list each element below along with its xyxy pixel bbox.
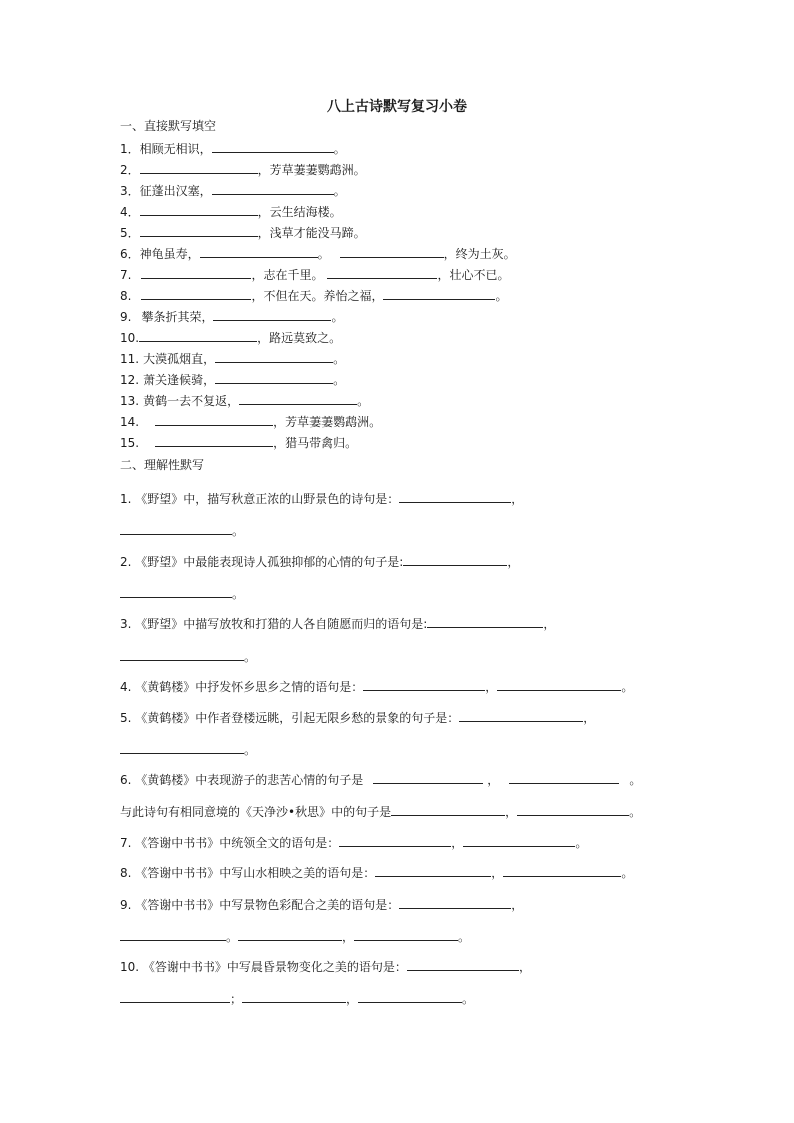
question-2: [120, 553, 519, 570]
fill-item-13: [120, 392, 369, 409]
punctuation: ，: [505, 805, 518, 819]
question-5: [120, 709, 595, 726]
item-number: 8.: [120, 289, 132, 303]
answer-blank[interactable]: [358, 990, 462, 1003]
item-text: ，云生结海楼。: [257, 205, 342, 219]
answer-blank[interactable]: [242, 990, 346, 1003]
section2-heading: 二、理解性默写: [120, 458, 205, 472]
punctuation: 。: [458, 930, 471, 944]
item-number: 7.: [120, 268, 132, 282]
question-text: 《野望》中最能表现诗人孤独抑郁的心情的句子是:: [135, 555, 404, 569]
punctuation: 。: [629, 805, 642, 819]
answer-blank[interactable]: [120, 990, 230, 1003]
fill-item-10: [120, 329, 341, 346]
punctuation: 。: [244, 743, 257, 757]
answer-blank[interactable]: [238, 928, 342, 941]
punctuation: ，: [346, 992, 359, 1006]
question-number: 9.: [120, 898, 132, 912]
item-number: 5．: [120, 226, 140, 240]
question-6-cont: [120, 803, 641, 820]
fill-item-6: [120, 245, 516, 262]
item-text: 。: [333, 373, 346, 387]
answer-blank[interactable]: [140, 203, 258, 216]
punctuation: ，: [518, 960, 531, 974]
punctuation: 。: [232, 587, 245, 601]
punctuation: 。: [232, 524, 245, 538]
answer-blank[interactable]: [120, 741, 244, 754]
question-number: 5.: [120, 711, 132, 725]
question-8: [120, 864, 633, 881]
answer-blank[interactable]: [427, 615, 543, 628]
answer-blank[interactable]: [141, 287, 251, 300]
question-number: 1.: [120, 492, 132, 506]
item-number: 3．: [120, 184, 140, 198]
item-number: 2．: [120, 163, 140, 177]
answer-blank[interactable]: [407, 958, 519, 971]
answer-blank[interactable]: [212, 140, 334, 153]
punctuation: ，: [487, 773, 500, 787]
question-number: 4.: [120, 680, 132, 694]
answer-blank[interactable]: [517, 803, 629, 816]
answer-blank[interactable]: [215, 350, 333, 363]
answer-blank[interactable]: [403, 553, 507, 566]
item-text: 大漠孤烟直，: [143, 352, 216, 366]
question-4: [120, 678, 633, 695]
question-6: [120, 771, 641, 788]
punctuation: 。: [629, 773, 642, 787]
item-text: 。: [357, 394, 370, 408]
punctuation: 。: [575, 836, 588, 850]
fill-item-7: [120, 266, 509, 283]
fill-item-11: [120, 350, 345, 367]
fill-item-5: [120, 224, 366, 241]
answer-blank[interactable]: [120, 928, 226, 941]
answer-blank[interactable]: [399, 896, 511, 909]
fill-item-9: [120, 308, 343, 325]
answer-blank[interactable]: [155, 413, 273, 426]
punctuation: ，: [342, 930, 355, 944]
punctuation: ；: [230, 992, 243, 1006]
item-text: 神龟虽寿，: [139, 247, 200, 261]
answer-blank[interactable]: [459, 709, 583, 722]
answer-blank[interactable]: [141, 266, 251, 279]
question-text: 《黄鹤楼》中表现游子的悲苦心情的句子是: [135, 773, 364, 787]
answer-blank[interactable]: [391, 803, 505, 816]
answer-blank[interactable]: [200, 245, 318, 258]
item-text: 。: [333, 352, 346, 366]
answer-blank[interactable]: [120, 648, 244, 661]
question-text: 《野望》中描写放牧和打猎的人各自随愿而归的语句是:: [135, 617, 428, 631]
answer-blank[interactable]: [327, 266, 437, 279]
item-text: 。: [495, 289, 508, 303]
punctuation: ，: [507, 555, 520, 569]
punctuation: 。: [244, 650, 257, 664]
punctuation: 。: [462, 992, 475, 1006]
question-5-cont: [120, 741, 256, 758]
item-number: 12.: [120, 373, 140, 387]
item-text: ，路远莫致之。: [257, 331, 342, 345]
item-text: ，壮心不已。: [437, 268, 510, 282]
answer-blank[interactable]: [140, 161, 258, 174]
question-text: 《黄鹤楼》中作者登楼远眺，引起无限乡愁的景象的句子是：: [135, 711, 460, 725]
page-title: 八上古诗默写复习小卷: [327, 99, 467, 115]
question-7: [120, 834, 587, 851]
item-text: ，芳草萋萋鹦鹉洲。: [273, 415, 382, 429]
item-text: ，浅草才能没马蹄。: [257, 226, 366, 240]
question-10-cont: [120, 990, 474, 1007]
item-text: ，猎马带禽归。: [273, 436, 358, 450]
answer-blank[interactable]: [339, 834, 451, 847]
punctuation: 。: [621, 866, 634, 880]
answer-blank[interactable]: [497, 678, 621, 691]
answer-blank[interactable]: [373, 771, 483, 784]
answer-blank[interactable]: [354, 928, 458, 941]
question-text: 《黄鹤楼》中抒发怀乡思乡之情的语句是：: [135, 680, 364, 694]
question-text: 《答谢中书书》中写晨昏景物变化之美的语句是：: [142, 960, 407, 974]
answer-blank[interactable]: [375, 864, 491, 877]
question-number: 10.: [120, 960, 140, 974]
fill-item-1: [120, 140, 346, 157]
answer-blank[interactable]: [383, 287, 495, 300]
answer-blank[interactable]: [155, 434, 273, 447]
item-text: ，终为土灰。: [443, 247, 516, 261]
question-1: [120, 490, 523, 507]
punctuation: ，: [511, 898, 524, 912]
item-text: 黄鹤一去不复返，: [143, 394, 240, 408]
item-number: 1．: [120, 142, 140, 156]
fill-item-12: [120, 371, 345, 388]
question-9: [120, 896, 523, 913]
fill-item-4: [120, 203, 342, 220]
question-2-cont: [120, 585, 244, 602]
fill-item-2: [120, 161, 366, 178]
item-text: 征蓬出汉塞，: [139, 184, 212, 198]
question-number: 8.: [120, 866, 132, 880]
section1-heading: 一、直接默写填空: [120, 119, 217, 133]
item-number: 13.: [120, 394, 140, 408]
item-text: ，芳草萋萋鹦鹉洲。: [257, 163, 366, 177]
item-number: 6．: [120, 247, 140, 261]
item-text: 。: [317, 247, 330, 261]
punctuation: ，: [543, 617, 556, 631]
item-text: 。: [331, 310, 344, 324]
item-text: 攀条折其荣，: [141, 310, 214, 324]
question-number: 6.: [120, 773, 132, 787]
question-number: 2.: [120, 555, 132, 569]
item-number: 4．: [120, 205, 140, 219]
item-text: 萧关逢候骑，: [143, 373, 216, 387]
answer-blank[interactable]: [139, 329, 257, 342]
item-text: 相顾无相识，: [139, 142, 212, 156]
punctuation: 。: [621, 680, 634, 694]
answer-blank[interactable]: [120, 585, 232, 598]
answer-blank[interactable]: [509, 771, 619, 784]
question-9-cont: [120, 928, 470, 945]
question-text: 《答谢中书书》中写山水相映之美的语句是：: [135, 866, 376, 880]
punctuation: ，: [451, 836, 464, 850]
question-1-cont: [120, 522, 244, 539]
question-text: 《野望》中，描写秋意正浓的山野景色的诗句是：: [135, 492, 400, 506]
item-text: 。: [333, 184, 346, 198]
answer-blank[interactable]: [120, 522, 232, 535]
fill-item-8: [120, 287, 507, 304]
answer-blank[interactable]: [399, 490, 511, 503]
answer-blank[interactable]: [239, 392, 357, 405]
question-text: 《答谢中书书》中写景物色彩配合之美的语句是：: [135, 898, 400, 912]
item-text: 。: [333, 142, 346, 156]
question-number: 3.: [120, 617, 132, 631]
item-text: ，不但在天。养怡之福，: [251, 289, 384, 303]
question-text: 与此诗句有相同意境的《天净沙•秋思》中的句子是: [120, 805, 392, 819]
question-3-cont: [120, 648, 256, 665]
fill-item-15: [120, 434, 357, 451]
fill-item-3: [120, 182, 346, 199]
question-10: [120, 958, 531, 975]
item-number: 14.: [120, 415, 140, 429]
fill-item-14: [120, 413, 381, 430]
punctuation: ，: [491, 866, 504, 880]
answer-blank[interactable]: [140, 224, 258, 237]
question-text: 《答谢中书书》中统领全文的语句是：: [135, 836, 340, 850]
item-number: 9.: [120, 310, 132, 324]
question-number: 7.: [120, 836, 132, 850]
answer-blank[interactable]: [213, 308, 331, 321]
punctuation: 。: [226, 930, 239, 944]
answer-blank[interactable]: [363, 678, 485, 691]
item-number: 11.: [120, 352, 140, 366]
item-text: ，志在千里。: [251, 268, 324, 282]
answer-blank[interactable]: [340, 245, 444, 258]
answer-blank[interactable]: [215, 371, 333, 384]
punctuation: ，: [485, 680, 498, 694]
item-number: 15.: [120, 436, 140, 450]
punctuation: ，: [511, 492, 524, 506]
punctuation: ，: [583, 711, 596, 725]
answer-blank[interactable]: [503, 864, 621, 877]
item-number: 10.: [120, 331, 140, 345]
answer-blank[interactable]: [212, 182, 334, 195]
question-3: [120, 615, 555, 632]
answer-blank[interactable]: [463, 834, 575, 847]
